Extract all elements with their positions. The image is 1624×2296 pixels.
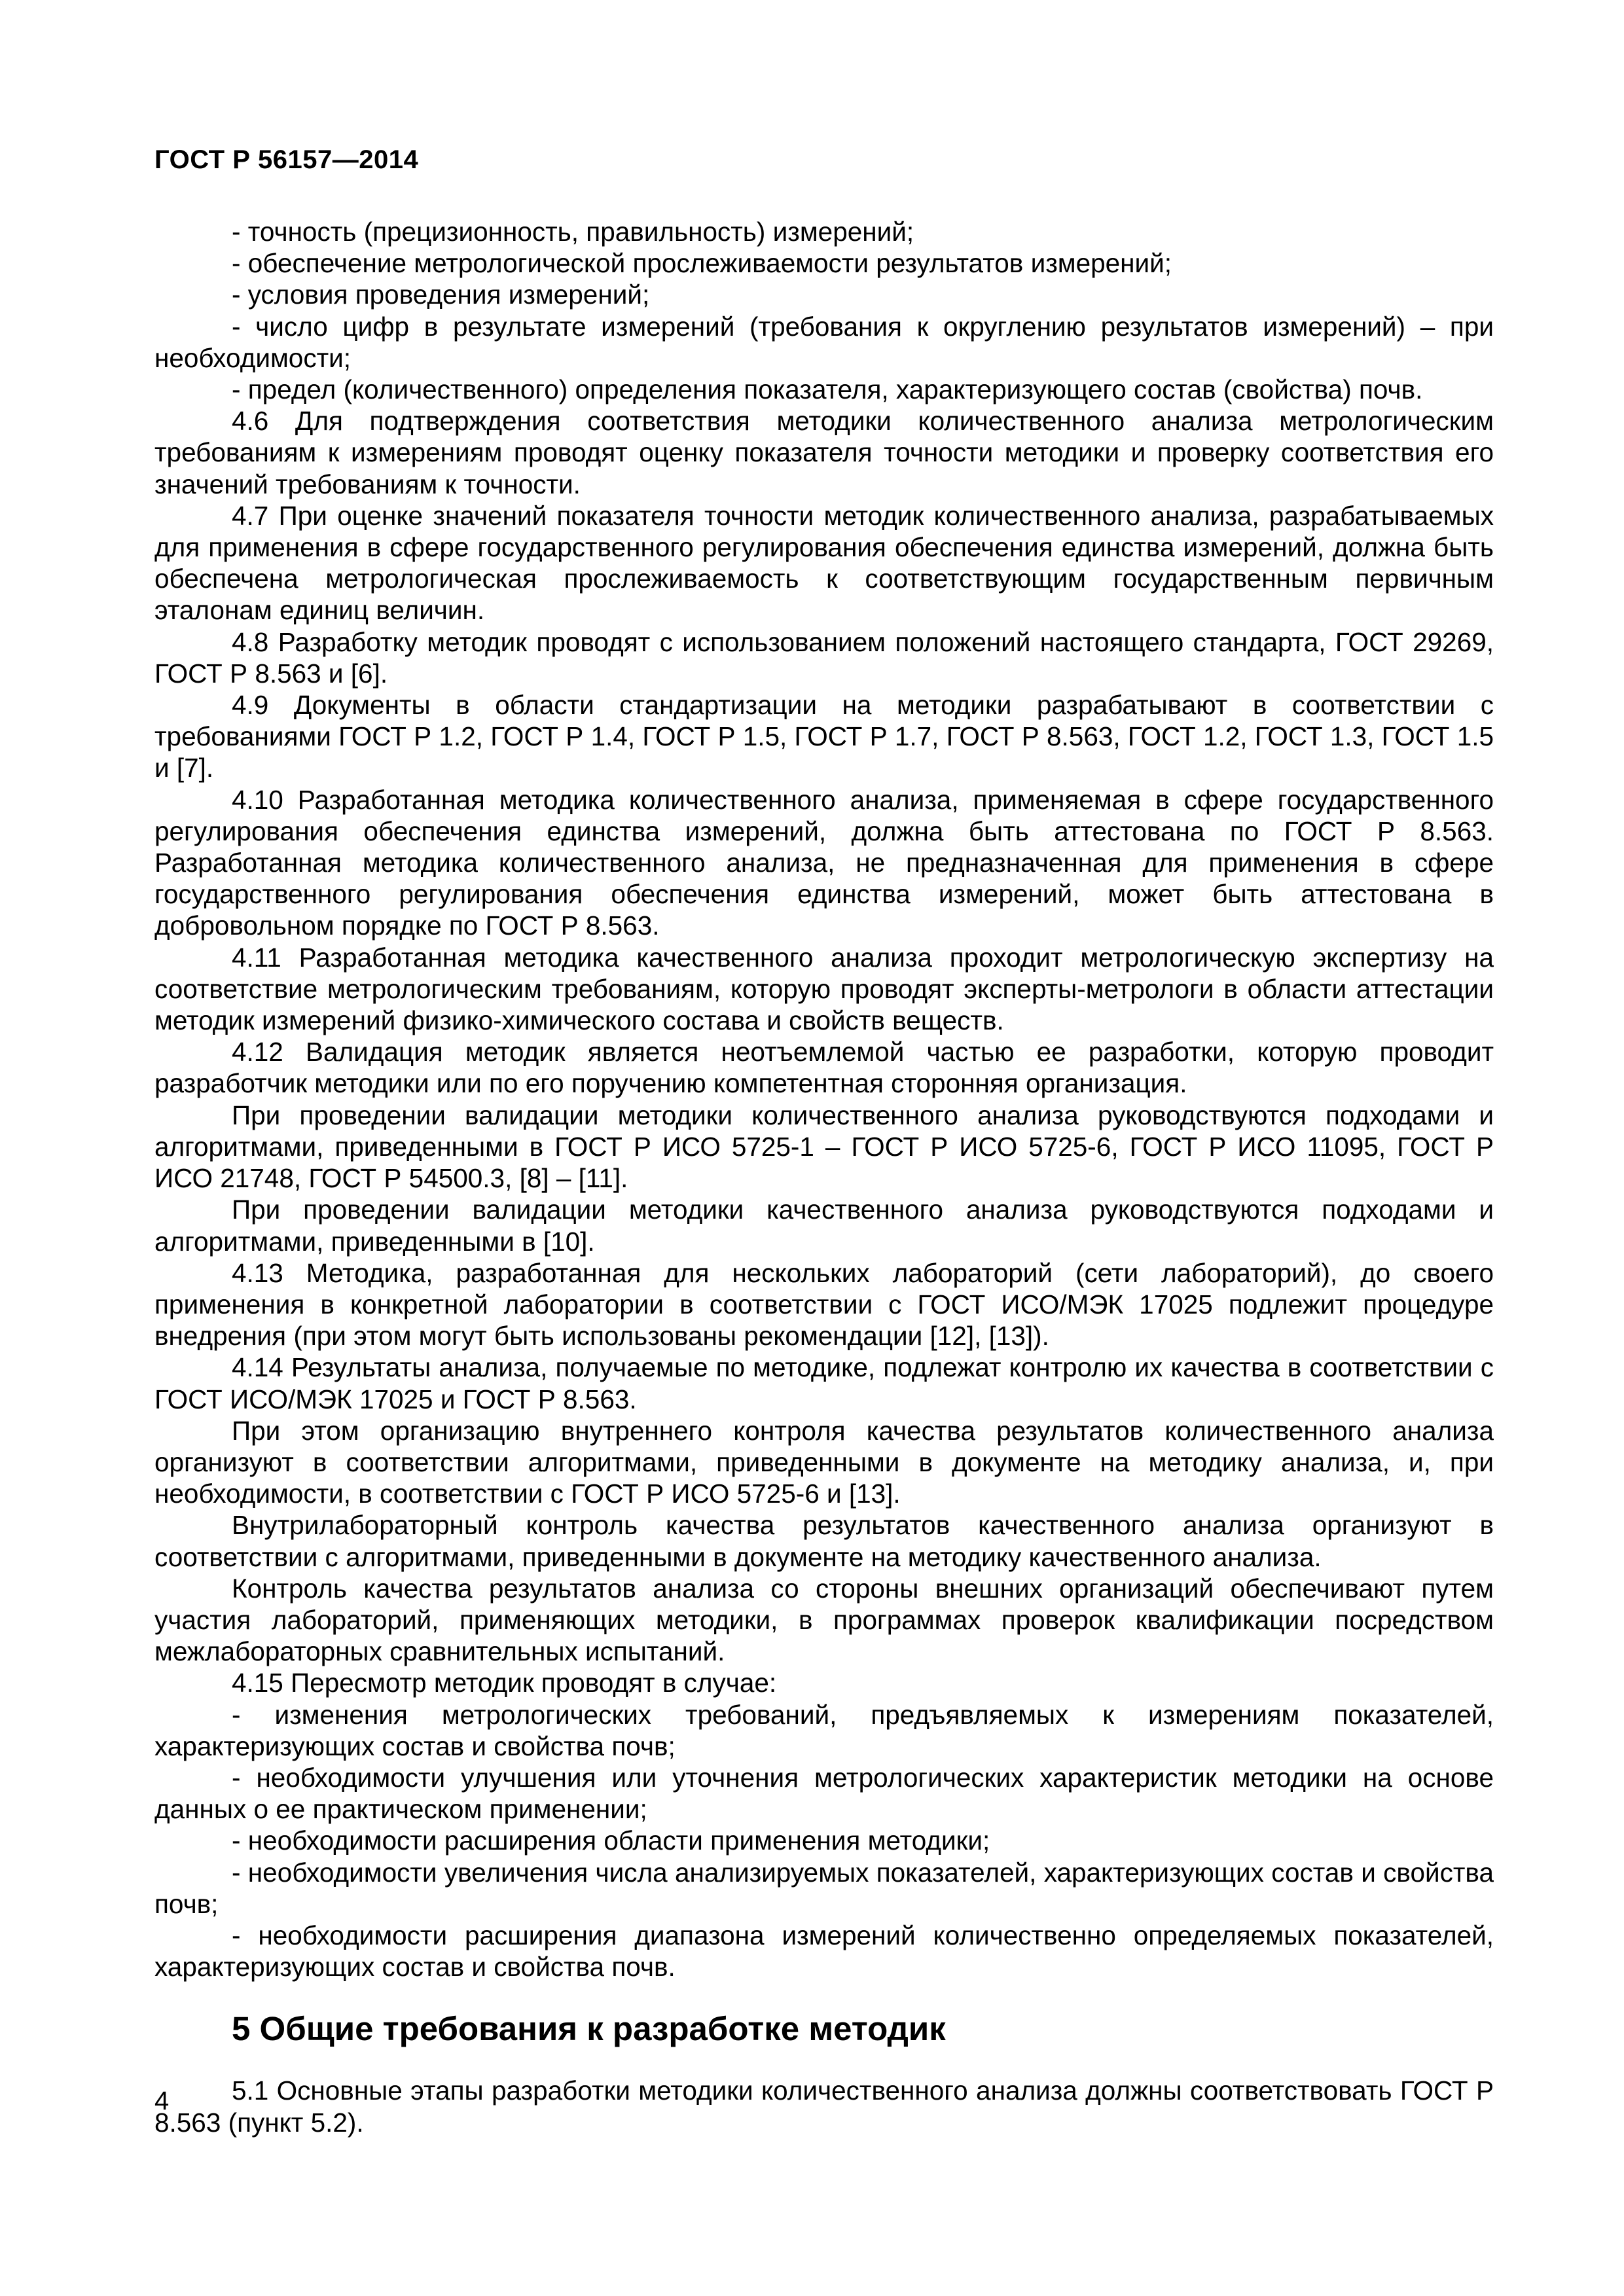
paragraph: - обеспечение метрологической прослеживаемости результатов измерений; (232, 248, 1172, 279)
paragraph: 4.8 Разработку методик проводят с использованием положений настоящего стандарта, ГОСТ 29269, ГОСТ Р 8.563 и [6]. (154, 626, 1494, 689)
document-body (154, 216, 1494, 2138)
paragraph: 4.9 Документы в области стандартизации на методики разрабатывают в соответствии с требованиями ГОСТ Р 1.2, ГОСТ Р 1.4, ГОСТ Р 1.5, ГОСТ Р 1.7, ГОСТ Р 8.563, ГОСТ 1.2, ГОСТ 1.3, ГОСТ 1.5 и [7]. (154, 690, 1494, 783)
paragraph: - число цифр в результате измерений (требования к округлению результатов измерений) – при необходимости; (154, 311, 1494, 373)
paragraph: - необходимости увеличения числа анализируемых показателей, характеризующих состав и свойства почв; (154, 1857, 1494, 1919)
paragraph: 4.12 Валидация методик является неотъемлемой частью ее разработки, которую проводит разработчик методики или по его поручению компетентная сторонняя организация. (154, 1037, 1494, 1099)
paragraph: 5.1 Основные этапы разработки методики количественного анализа должны соответствовать ГОСТ Р 8.563 (пункт 5.2). (154, 2075, 1494, 2138)
paragraph: - условия проведения измерений; (232, 279, 650, 310)
paragraph: 4.11 Разработанная методика качественного анализа проходит метрологическую экспертизу на соответствие метрологическим требованиям, которую проводят эксперты-метрологи в области аттестации методик измерений физико-химического состава и свойств веществ. (154, 942, 1494, 1036)
section-4-text (154, 216, 1494, 1982)
paragraph: - точность (прецизионность, правильность) измерений; (232, 217, 914, 247)
paragraph: Внутрилабораторный контроль качества результатов качественного анализа организуют в соответствии с алгоритмами, приведенными в документе на методику качественного анализа. (154, 1510, 1494, 1572)
paragraph: - изменения метрологических требований, предъявляемых к измерениям показателей, характеризующих состав и свойства почв; (154, 1699, 1494, 1761)
paragraph: 4.7 При оценке значений показателя точности методик количественного анализа, разрабатываемых для применения в сфере государственного регулирования обеспечения единства измерений, должна быть обеспечена метрологическая прослеживаемость к соответствующим государственным первичным эталонам единиц величин. (154, 500, 1494, 626)
paragraph: 4.15 Пересмотр методик проводят в случае: (232, 1668, 777, 1698)
paragraph: 4.10 Разработанная методика количественного анализа, применяемая в сфере государственного регулирования обеспечения единства измерений, должна быть аттестована по ГОСТ Р 8.563. Разработанная методика количественного анализа, не предназначенная для применения в сфере государственного регулирования обеспечения единства измерений, может быть аттестована в добровольном порядке по ГОСТ Р 8.563. (154, 784, 1494, 941)
paragraph: Контроль качества результатов анализа со стороны внешних организаций обеспечивают путем участия лабораторий, применяющих методики, в программах проверок квалификации посредством межлабораторных сравнительных испытаний. (154, 1573, 1494, 1667)
section-5-heading: 5 Общие требования к разработке методик (232, 2010, 946, 2048)
paragraph: 4.13 Методика, разработанная для нескольких лабораторий (сети лабораторий), до своего применения в конкретной лаборатории в соответствии с ГОСТ ИСО/МЭК 17025 подлежит процедуре внедрения (при этом могут быть использованы рекомендации [12], [13]). (154, 1257, 1494, 1352)
document-code-header: ГОСТ Р 56157—2014 (154, 145, 419, 174)
paragraph: 4.14 Результаты анализа, получаемые по методике, подлежат контролю их качества в соответствии с ГОСТ ИСО/МЭК 17025 и ГОСТ Р 8.563. (154, 1352, 1494, 1414)
paragraph: - необходимости улучшения или уточнения метрологических характеристик методики на основе данных о ее практическом применении; (154, 1762, 1494, 1825)
page-number: 4 (154, 2087, 170, 2115)
section-5-text (154, 2075, 1494, 2138)
paragraph: При этом организацию внутреннего контроля качества результатов количественного анализа организуют в соответствии алгоритмами, приведенными в документе на методику анализа, и, при необходимости, в соответствии с ГОСТ Р ИСО 5725-6 и [13]. (154, 1415, 1494, 1509)
paragraph: 4.6 Для подтверждения соответствия методики количественного анализа метрологическим требованиям к измерениям проводят оценку показателя точности методики и проверку соответствия его значений требованиям к точности. (154, 406, 1494, 499)
paragraph: При проведении валидации методики количественного анализа руководствуются подходами и алгоритмами, приведенными в ГОСТ Р ИСО 5725-1 – ГОСТ Р ИСО 5725-6, ГОСТ Р ИСО 11095, ГОСТ Р ИСО 21748, ГОСТ Р 54500.3, [8] – [11]. (154, 1100, 1494, 1194)
paragraph: - необходимости расширения области применения методики; (232, 1825, 990, 1856)
paragraph: - необходимости расширения диапазона измерений количественно определяемых показателей, характеризующих состав и свойства почв. (154, 1920, 1494, 1982)
paragraph: При проведении валидации методики качественного анализа руководствуются подходами и алгоритмами, приведенными в [10]. (154, 1194, 1494, 1257)
paragraph: - предел (количественного) определения показателя, характеризующего состав (свойства) почв. (232, 374, 1423, 405)
